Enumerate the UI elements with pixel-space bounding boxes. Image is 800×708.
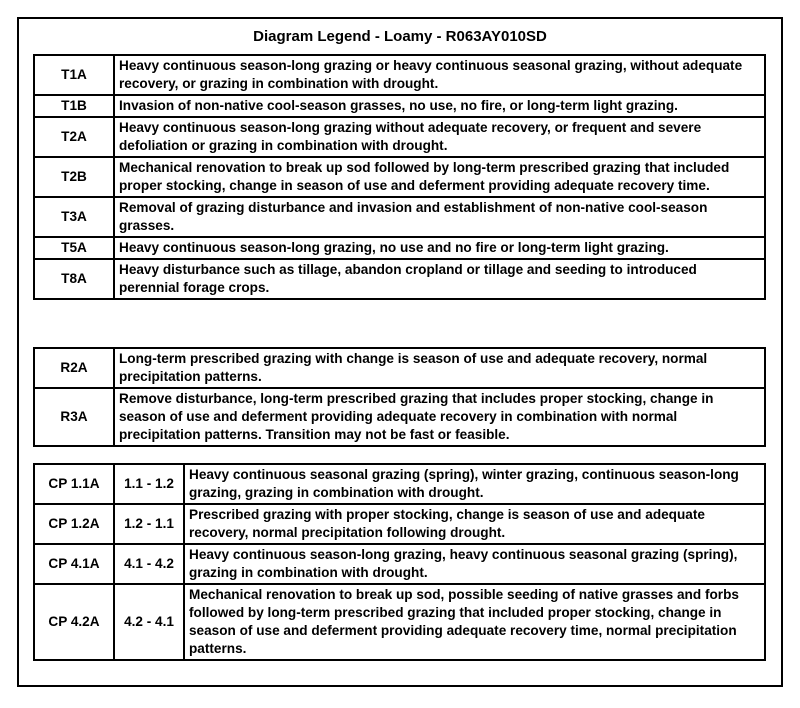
table-row (34, 237, 765, 259)
pathway-description: Prescribed grazing with proper stocking, change is season of use and adequate recovery, normal precipitation following drought. (184, 504, 765, 544)
transition-description: Invasion of non-native cool-season grasses, no use, no fire, or long-term light grazing. (114, 95, 765, 117)
table-row (34, 197, 765, 237)
restoration-description: Long-term prescribed grazing with change is season of use and adequate recovery, normal precipitation patterns. (114, 348, 765, 388)
legend-title: Diagram Legend - Loamy - R063AY010SD (253, 28, 547, 45)
table-row (34, 584, 765, 660)
table-row (34, 95, 765, 117)
pathway-code: CP 1.1A (34, 464, 114, 504)
table-row (34, 117, 765, 157)
transitions-table (33, 54, 766, 300)
pathway-range: 1.2 - 1.1 (114, 504, 184, 544)
restoration-description: Remove disturbance, long-term prescribed grazing that includes proper stocking, change in season of use and deferment providing adequate recovery in combination with normal precipitation patterns. Transition may not be fast or feasible. (114, 388, 765, 446)
table-row (34, 259, 765, 299)
transition-code: T1B (34, 95, 114, 117)
transition-code: T2B (34, 157, 114, 197)
pathway-code: CP 4.2A (34, 584, 114, 660)
transition-code: T2A (34, 117, 114, 157)
transition-description: Heavy disturbance such as tillage, abandon cropland or tillage and seeding to introduced perennial forage crops. (114, 259, 765, 299)
pathway-code: CP 1.2A (34, 504, 114, 544)
transition-description: Removal of grazing disturbance and invasion and establishment of non-native cool-season grasses. (114, 197, 765, 237)
restorations-table (33, 347, 766, 447)
transition-code: T5A (34, 237, 114, 259)
pathway-range: 1.1 - 1.2 (114, 464, 184, 504)
pathway-description: Heavy continuous season-long grazing, heavy continuous seasonal grazing (spring), grazing in combination with drought. (184, 544, 765, 584)
table-row (34, 157, 765, 197)
transition-code: T3A (34, 197, 114, 237)
pathway-range: 4.1 - 4.2 (114, 544, 184, 584)
pathway-code: CP 4.1A (34, 544, 114, 584)
table-row (34, 388, 765, 446)
transition-description: Heavy continuous season-long grazing, no use and no fire or long-term light grazing. (114, 237, 765, 259)
transition-description: Heavy continuous season-long grazing or heavy continuous seasonal grazing, without adequate recovery, or grazing in combination with drought. (114, 55, 765, 95)
transition-code: T8A (34, 259, 114, 299)
transition-description: Heavy continuous season-long grazing without adequate recovery, or frequent and severe defoliation or grazing in combination with drought. (114, 117, 765, 157)
restoration-code: R3A (34, 388, 114, 446)
restoration-code: R2A (34, 348, 114, 388)
table-row (34, 504, 765, 544)
table-row (34, 55, 765, 95)
pathway-range: 4.2 - 4.1 (114, 584, 184, 660)
community-pathways-table (33, 463, 766, 661)
table-row (34, 544, 765, 584)
transition-code: T1A (34, 55, 114, 95)
transition-description: Mechanical renovation to break up sod followed by long-term prescribed grazing that included proper stocking, change in season of use and deferment providing adequate recovery time. (114, 157, 765, 197)
table-row (34, 348, 765, 388)
table-row (34, 464, 765, 504)
pathway-description: Heavy continuous seasonal grazing (spring), winter grazing, continuous season-long grazing, grazing in combination with drought. (184, 464, 765, 504)
pathway-description: Mechanical renovation to break up sod, possible seeding of native grasses and forbs followed by long-term prescribed grazing that included proper stocking, change in season of use and deferment providing adequate recovery time, normal precipitation patterns. (184, 584, 765, 660)
